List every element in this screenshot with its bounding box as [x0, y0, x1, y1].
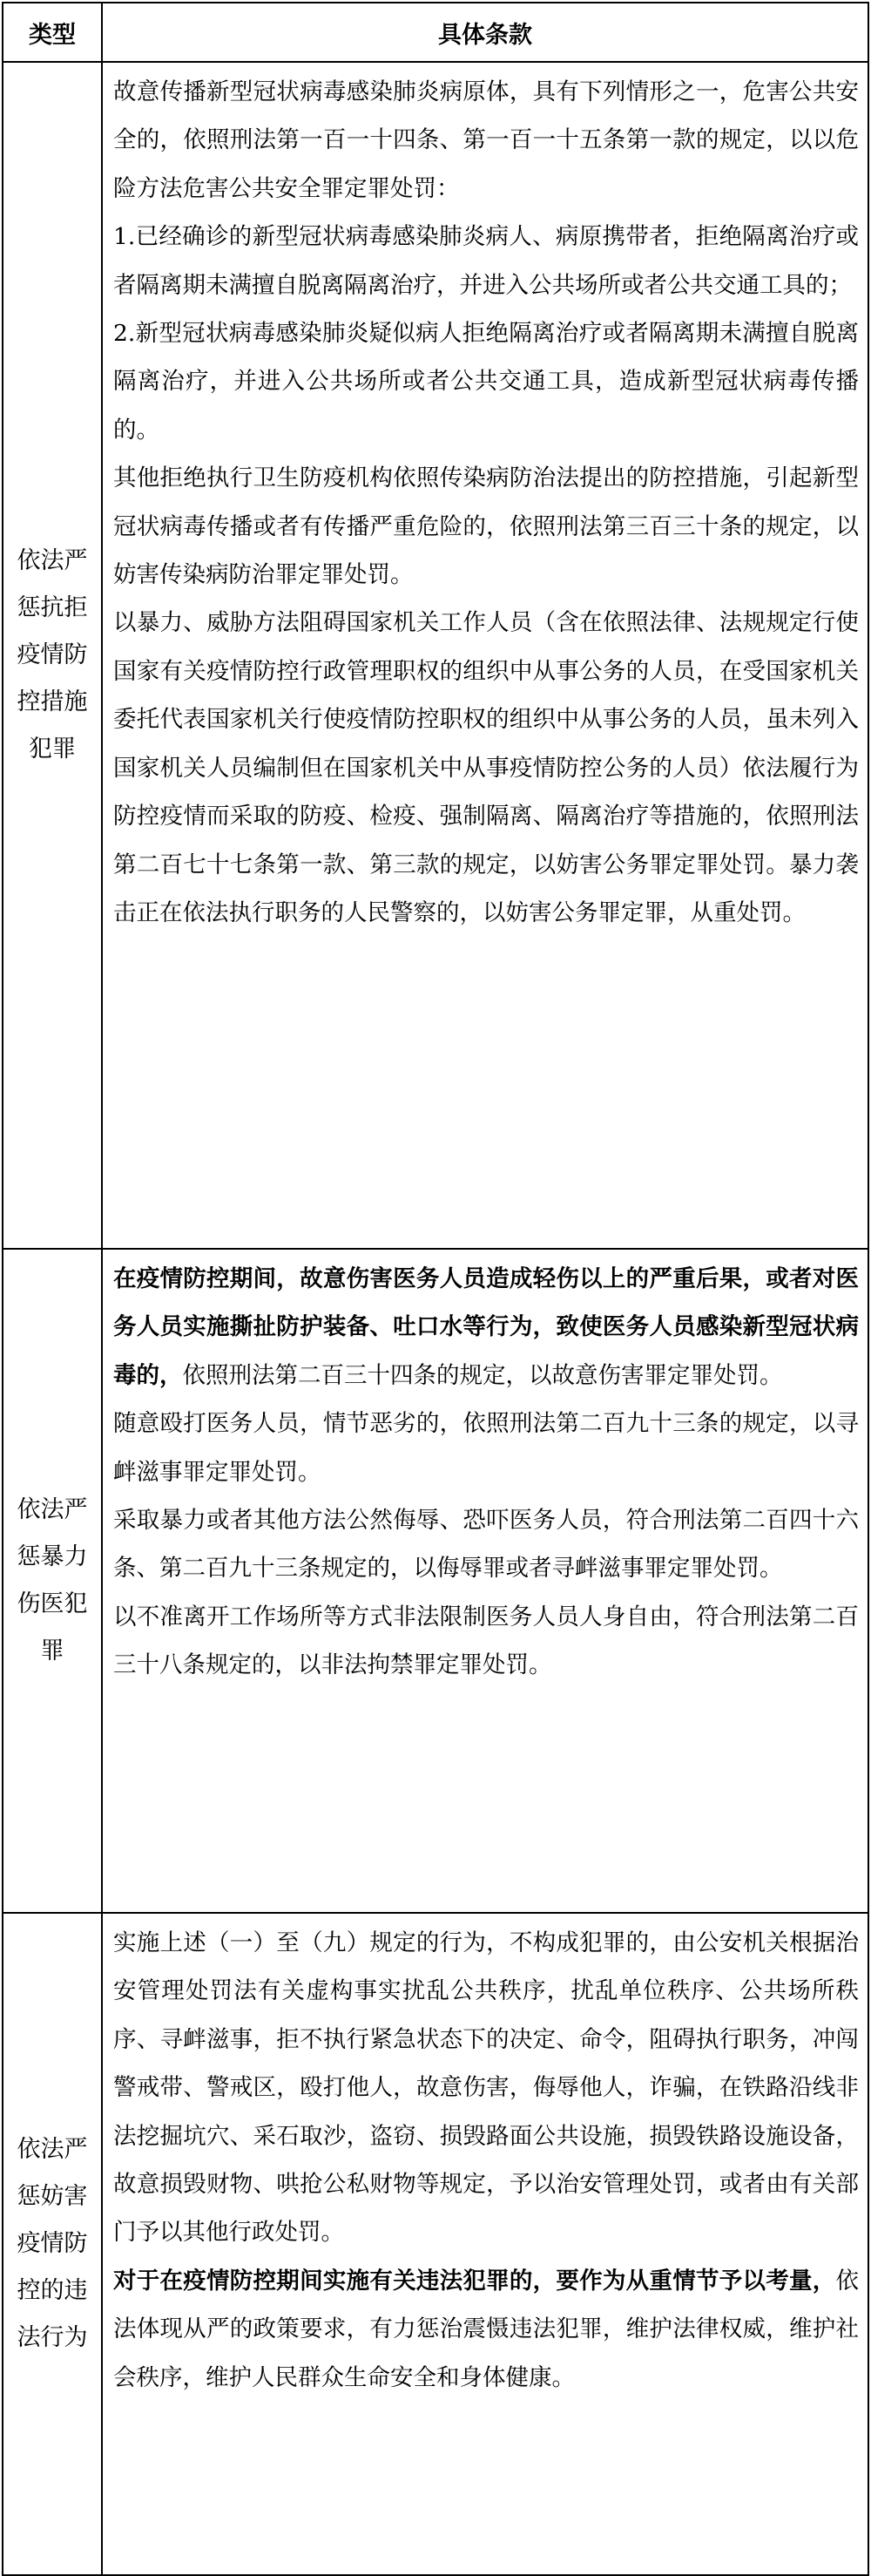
row-type-label: 依法严惩抗拒疫情防控措施犯罪 [3, 62, 102, 1249]
row-type-label: 依法严惩妨害疫情防控的违法行为 [3, 1913, 102, 2575]
clause-paragraph: 以不准离开工作场所等方式非法限制医务人员人身自由，符合刑法第二百三十八条规定的，以非法拘禁罪定罪处罚。 [113, 1603, 859, 1679]
clause-paragraph: 采取暴力或者其他方法公然侮辱、恐吓医务人员，符合刑法第二百四十六条、第二百九十三条规定的，以侮辱罪或者寻衅滋事罪定罪处罚。 [113, 1507, 859, 1583]
row-clauses [102, 62, 868, 1249]
clause-paragraph: 在疫情防控期间，故意伤害医务人员造成轻伤以上的严重后果，或者对医务人员实施撕扯防护装备、吐口水等行为，致使医务人员感染新型冠状病毒的，依照刑法第二百三十四条的规定，以故意伤害罪定罪处罚。 [113, 1265, 859, 1389]
clause-paragraph: 随意殴打医务人员，情节恶劣的，依照刑法第二百九十三条的规定，以寻衅滋事罪定罪处罚。 [113, 1410, 859, 1486]
clause-paragraph: 以暴力、威胁方法阻碍国家机关工作人员（含在依照法律、法规规定行使国家有关疫情防控行政管理职权的组织中从事公务的人员，在受国家机关委托代表国家机关行使疫情防控职权的组织中从事公务的人员，虽未列入国家机关人员编制但在国家机关中从事疫情防控公务的人员）依法履行为防控疫情而采取的防疫、检疫、强制隔离、隔离治疗等措施的，依照刑法第二百七十七条第一款、第三款的规定，以妨害公务罪定罪处罚。暴力袭击正在依法执行职务的人民警察的，以妨害公务罪定罪，从重处罚。 [113, 609, 859, 926]
clause-paragraph: 2.新型冠状病毒感染肺炎疑似病人拒绝隔离治疗或者隔离期未满擅自脱离隔离治疗，并进入公共场所或者公共交通工具，造成新型冠状病毒传播的。 [113, 320, 859, 444]
clause-emphasis: 在疫情防控期间，故意伤害医务人员造成轻伤以上的严重后果，或者对医务人员实施撕扯防护装备、吐口水等行为，致使医务人员感染新型冠状病毒的， [113, 1265, 859, 1389]
clauses-table [2, 2, 869, 2576]
clause-emphasis: 对于在疫情防控期间实施有关违法犯罪的，要作为从重情节予以考量， [113, 2267, 836, 2295]
table-header-row [3, 3, 868, 62]
column-header-clauses: 具体条款 [102, 3, 868, 62]
clause-paragraph: 其他拒绝执行卫生防疫机构依照传染病防治法提出的防控措施，引起新型冠状病毒传播或者有传播严重危险的，依照刑法第三百三十条的规定，以妨害传染病防治罪定罪处罚。 [113, 464, 859, 589]
clause-paragraph: 1.已经确诊的新型冠状病毒感染肺炎病人、病原携带者，拒绝隔离治疗或者隔离期未满擅自脱离隔离治疗，并进入公共场所或者公共交通工具的； [113, 223, 859, 299]
column-header-type: 类型 [3, 3, 102, 62]
row-clauses [102, 1913, 868, 2575]
table-row [3, 1913, 868, 2575]
row-type-label: 依法严惩暴力伤医犯罪 [3, 1249, 102, 1913]
table-row [3, 1249, 868, 1913]
table-row [3, 62, 868, 1249]
clause-paragraph: 对于在疫情防控期间实施有关违法犯罪的，要作为从重情节予以考量，依法体现从严的政策要求，有力惩治震慑违法犯罪，维护法律权威，维护社会秩序，维护人民群众生命安全和身体健康。 [113, 2267, 859, 2391]
clause-paragraph: 实施上述（一）至（九）规定的行为，不构成犯罪的，由公安机关根据治安管理处罚法有关虚构事实扰乱公共秩序，扰乱单位秩序、公共场所秩序、寻衅滋事，拒不执行紧急状态下的决定、命令，阻碍执行职务，冲闯警戒带、警戒区，殴打他人，故意伤害，侮辱他人，诈骗，在铁路沿线非法挖掘坑穴、采石取沙，盗窃、损毁路面公共设施，损毁铁路设施设备，故意损毁财物、哄抢公私财物等规定，予以治安管理处罚，或者由有关部门予以其他行政处罚。 [113, 1929, 859, 2247]
row-clauses [102, 1249, 868, 1913]
clause-paragraph: 故意传播新型冠状病毒感染肺炎病原体，具有下列情形之一，危害公共安全的，依照刑法第一百一十四条、第一百一十五条第一款的规定，以以危险方法危害公共安全罪定罪处罚： [113, 78, 859, 202]
